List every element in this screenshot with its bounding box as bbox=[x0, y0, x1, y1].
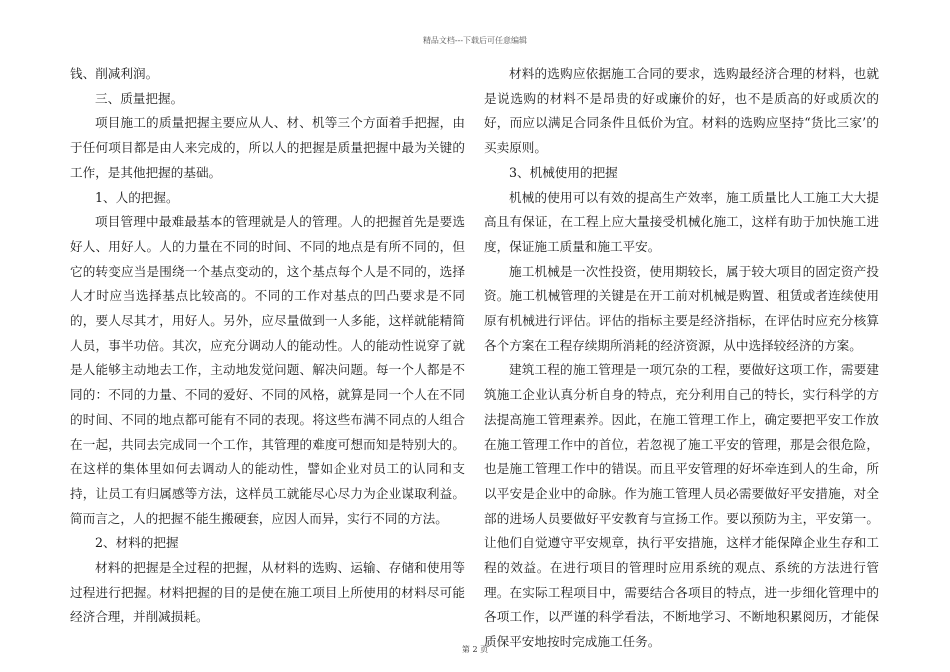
subsection-heading: 1、人的把握。 bbox=[95, 189, 179, 205]
paragraph: 机械的使用可以有效的提高生产效率，施工质量比人工施工大大提高且有保证，在工程上应大量接受机械化施工，这样有助于加快施工进度，保证施工质量和施工平安。 bbox=[484, 189, 879, 254]
paragraph: 钱、削减利润。 bbox=[70, 66, 159, 81]
paragraph: 项目管理中最难最基本的管理就是人的管理。人的把握首先是要选好人、用好人。人的力量在不同的时间、不同的地点是有所不同的，但它的转变应当是围绕一个基点变动的，这个基点每个人是不同的，选择人才时应当选择基点比较高的。不同的工作对基点的凹凸要求是不同的，要人尽其才，用好人。另外，应尽量做到一人多能，这样就能精简人员，事半功倍。其次，应充分调动人的能动性。人的能动性说穿了就是人能够主动地去工作，主动地发觉问题、解决问题。每一个人都是不同的：不同的力量、不同的爱好、不同的风格，就算是同一个人在不同的时间、不同的地点都可能有不同的表现。将这些布满不同点的人组合在一起，共同去完成同一个工作，其管理的难度可想而知是特别大的。在这样的集体里如何去调动人的能动性，譬如企业对员工的认同和支持，让员工有归属感等方法，这样员工就能尽心尽力为企业谋取利益。简而言之，人的把握不能生搬硬套，应因人而异，实行不同的方法。 bbox=[70, 214, 465, 526]
paragraph: 材料的把握是全过程的把握，从材料的选购、运输、存储和使用等过程进行把握。材料把握的目的是使在施工项目上所使用的材料尽可能经济合理，并削减损耗。 bbox=[70, 560, 465, 625]
section-heading: 三、质量把握。 bbox=[95, 90, 184, 106]
right-column bbox=[484, 62, 879, 655]
subsection-heading: 2、材料的把握 bbox=[95, 535, 179, 551]
paragraph: 材料的选购应依据施工合同的要求，选购最经济合理的材料，也就是说选购的材料不是昂贵的好或廉价的好，也不是质高的好或质次的好，而应以满足合同条件且低价为宜。材料的选购应坚持“货比三家’的买卖原则。 bbox=[484, 66, 879, 156]
paragraph: 建筑工程的施工管理是一项冗杂的工程，要做好这项工作，需要建筑施工企业认真分析自身的特点，充分利用自己的特长，实行科学的方法提高施工管理素养。因此，在施工管理工作上，确定要把平安工作放在施工管理工作中的首位，若忽视了施工平安的管理，那是会很危险，也是施工管理工作中的错误。而且平安管理的好坏牵连到人的生命，所以平安是企业中的命脉。作为施工管理人员必需要做好平安措施，对全部的进场人员要做好平安教育与宣扬工作。要以预防为主，平安第一。让他们自觉遵守平安规章，执行平安措施，这样才能保障企业生存和工程的效益。在进行项目的管理时应用系统的观点、系统的方法进行管理。在实际工程项目中，需要结合各项目的特点，进一步细化管理中的各项工作，以严谨的科学看法，不断地学习、不断地积累阅历，才能保质保平安地按时完成施工任务。 bbox=[484, 362, 879, 650]
page-number: 第 2 页 bbox=[461, 645, 489, 654]
page-header: 精品文档---下载后可任意编辑 bbox=[422, 36, 528, 45]
left-column bbox=[70, 62, 465, 630]
paragraph: 施工机械是一次性投资，使用期较长，属于较大项目的固定资产投资。施工机械管理的关键是在开工前对机械是购置、租赁或者连续使用原有机械进行评估。评估的指标主要是经济指标，在评估时应充分核算各个方案在工程存续期所消耗的经济资源，从中选择较经济的方案。 bbox=[484, 263, 879, 353]
paragraph: 项目施工的质量把握主要应从人、材、机等三个方面着手把握，由于任何项目都是由人来完成的，所以人的把握是质量把握中最为关键的工作，是其他把握的基础。 bbox=[70, 115, 465, 180]
subsection-heading: 3、机械使用的把握 bbox=[509, 164, 618, 180]
